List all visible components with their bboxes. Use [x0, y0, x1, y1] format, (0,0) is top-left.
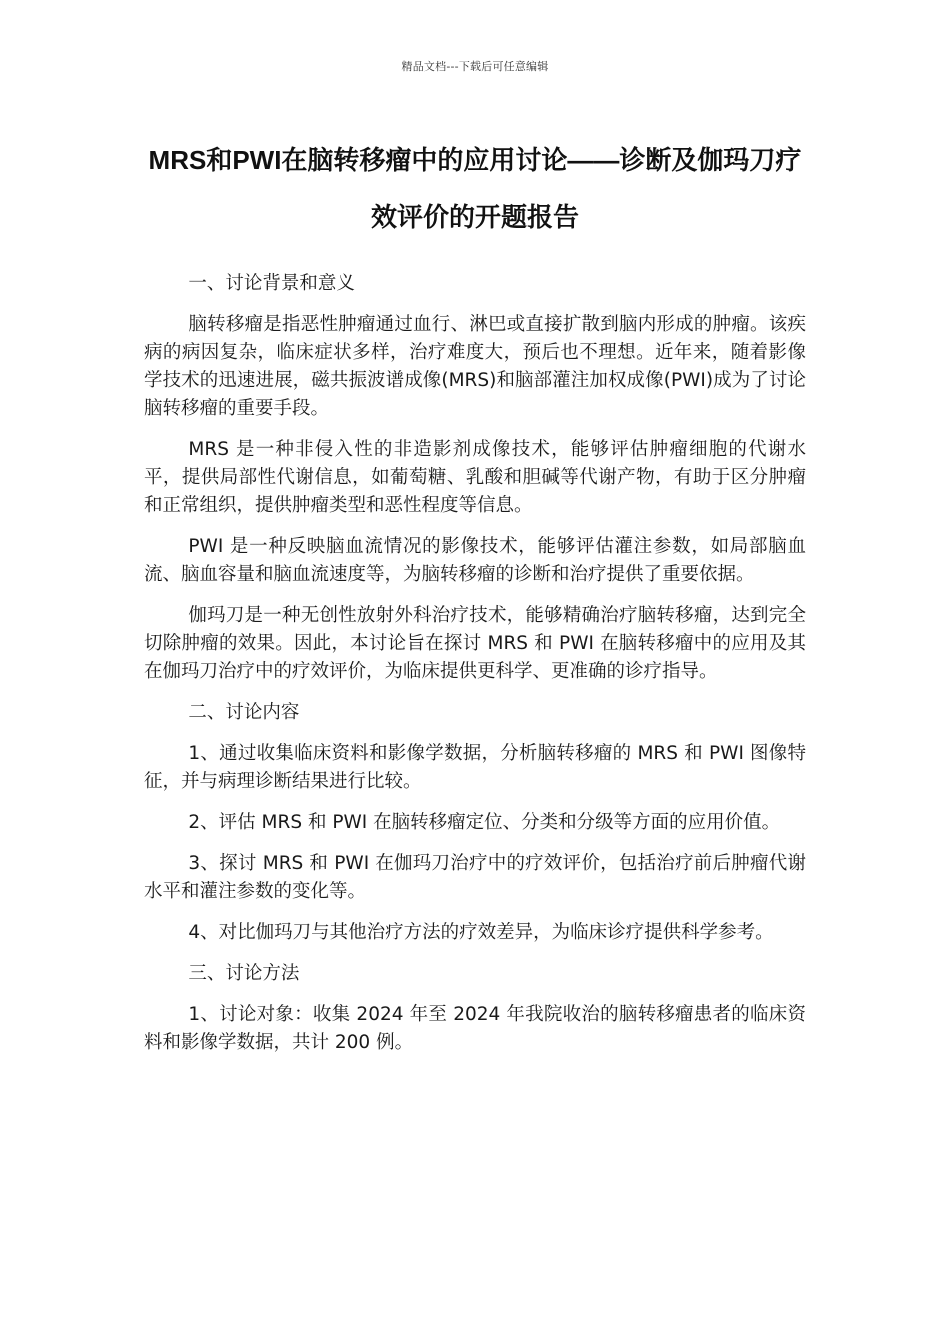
document-body: [144, 270, 806, 1070]
paragraph-gamma-knife: 伽玛刀是一种无创性放射外科治疗技术，能够精确治疗脑转移瘤，达到完全切除肿瘤的效果。因此，本讨论旨在探讨 MRS 和 PWI 在脑转移瘤中的应用及其在伽玛刀治疗中的疗效评价，为临床提供更科学、更准确的诊疗指导。: [144, 605, 806, 682]
section-heading-content: 二、讨论内容: [188, 702, 300, 723]
section-heading-background: 一、讨论背景和意义: [188, 273, 355, 294]
section-heading-methods: 三、讨论方法: [188, 963, 300, 984]
list-item-content-3: 3、探讨 MRS 和 PWI 在伽玛刀治疗中的疗效评价，包括治疗前后肿瘤代谢水平和灌注参数的变化等。: [144, 853, 806, 902]
document-title: MRS和PWI在脑转移瘤中的应用讨论——诊断及伽玛刀疗效评价的开题报告: [148, 145, 802, 232]
header-note: 精品文档---下载后可任意编辑: [401, 60, 549, 73]
list-item-methods-1: 1、讨论对象：收集 2024 年至 2024 年我院收治的脑转移瘤患者的临床资料和影像学数据，共计 200 例。: [144, 1004, 806, 1053]
list-item-content-2: 2、评估 MRS 和 PWI 在脑转移瘤定位、分类和分级等方面的应用价值。: [188, 812, 781, 833]
paragraph-pwi: PWI 是一种反映脑血流情况的影像技术，能够评估灌注参数，如局部脑血流、脑血容量和脑血流速度等，为脑转移瘤的诊断和治疗提供了重要依据。: [144, 536, 806, 585]
paragraph-background-intro: 脑转移瘤是指恶性肿瘤通过血行、淋巴或直接扩散到脑内形成的肿瘤。该疾病的病因复杂，临床症状多样，治疗难度大，预后也不理想。近年来，随着影像学技术的迅速进展，磁共振波谱成像(MRS)和脑部灌注加权成像(PWI)成为了讨论脑转移瘤的重要手段。: [144, 314, 806, 419]
list-item-content-4: 4、对比伽玛刀与其他治疗方法的疗效差异，为临床诊疗提供科学参考。: [188, 922, 774, 943]
paragraph-mrs: MRS 是一种非侵入性的非造影剂成像技术，能够评估肿瘤细胞的代谢水平，提供局部性代谢信息，如葡萄糖、乳酸和胆碱等代谢产物，有助于区分肿瘤和正常组织，提供肿瘤类型和恶性程度等信息。: [144, 439, 806, 516]
list-item-content-1: 1、通过收集临床资料和影像学数据，分析脑转移瘤的 MRS 和 PWI 图像特征，并与病理诊断结果进行比较。: [144, 743, 806, 792]
